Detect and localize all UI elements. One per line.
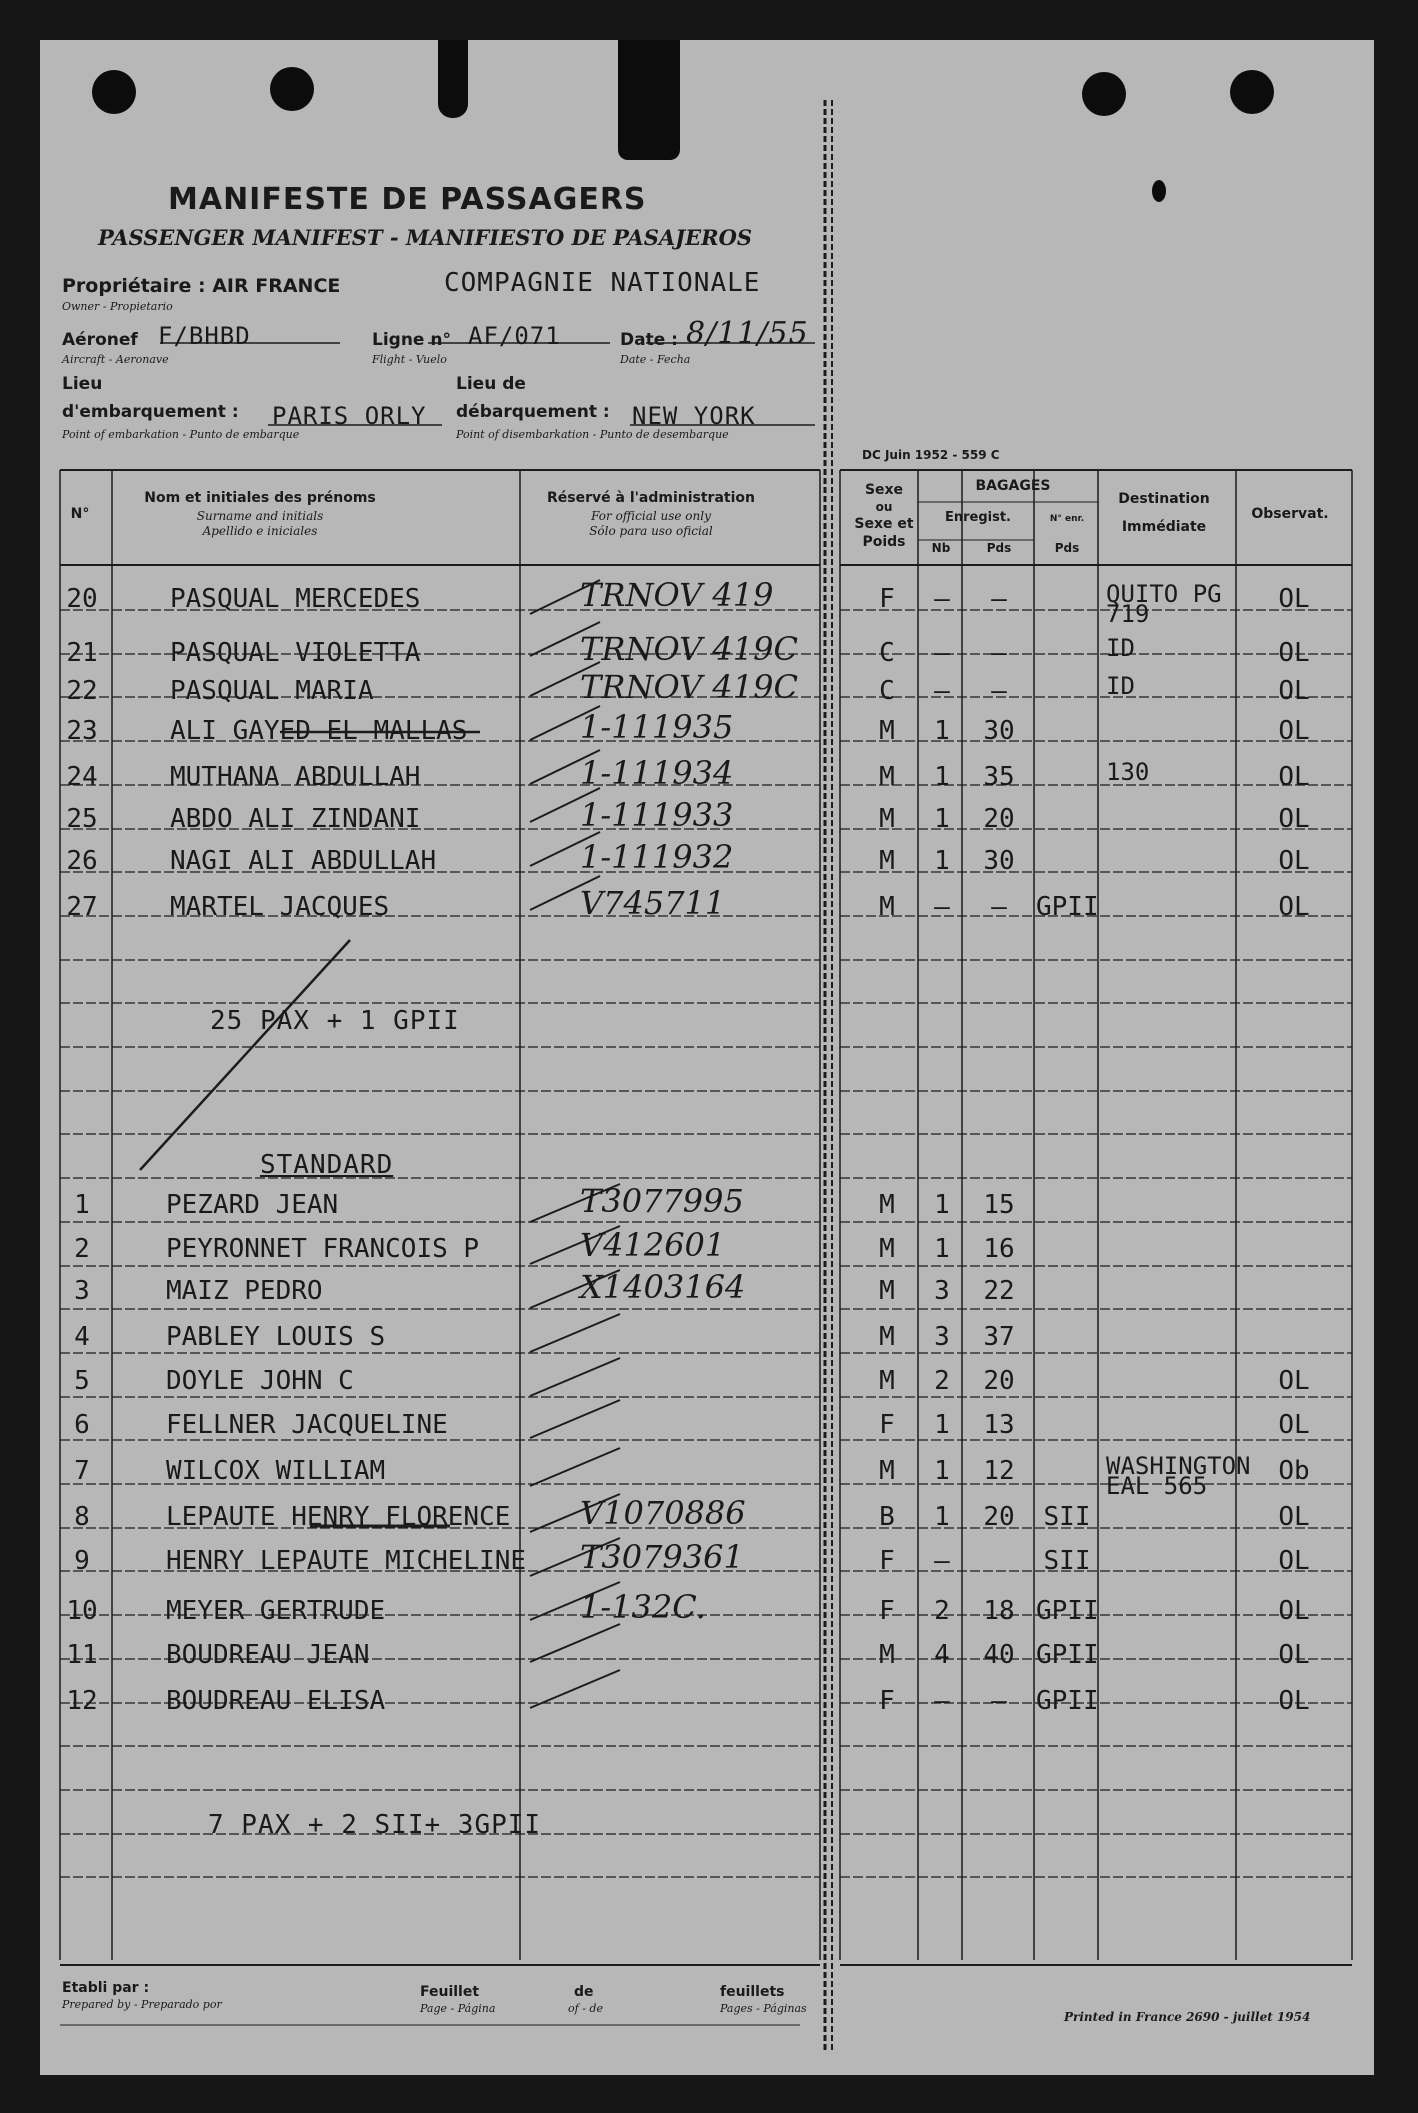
row-name: PABLEY LOUIS S: [166, 1322, 386, 1352]
col-header-sex: Sexe et: [854, 516, 914, 532]
col-header-sex: ou: [875, 500, 893, 514]
prepared-by-translation: Prepared by - Preparado por: [62, 1998, 222, 2011]
row-pds: 13: [983, 1410, 1015, 1440]
sheet-translation: Page - Página: [420, 2002, 496, 2015]
tick-mark: [530, 1624, 620, 1662]
owner-value: COMPAGNIE NATIONALE: [444, 268, 761, 298]
flight-translation: Flight - Vuelo: [372, 353, 447, 366]
row-nb: 3: [934, 1322, 950, 1352]
row-obs: OL: [1278, 846, 1310, 876]
row-no: 21: [66, 638, 98, 668]
row-nb: 1: [934, 1190, 950, 1220]
row-pds: –: [991, 676, 1007, 706]
row-name: MARTEL JACQUES: [170, 892, 390, 922]
row-pds: 12: [983, 1456, 1015, 1486]
col-header-bagages: BAGAGES: [975, 478, 1051, 494]
row-nb: 2: [934, 1366, 950, 1396]
row-nb: 1: [934, 1456, 950, 1486]
row-no: 3: [74, 1276, 90, 1306]
row-nb: –: [934, 584, 950, 614]
row-no: 22: [66, 676, 98, 706]
sheets-translation: Pages - Páginas: [720, 2002, 807, 2015]
date-label: Date :: [620, 330, 678, 350]
row-no: 10: [66, 1596, 98, 1626]
row-admin: V745711: [580, 884, 726, 922]
row-no: 11: [66, 1640, 98, 1670]
page-title: MANIFESTE DE PASSAGERS: [168, 182, 647, 217]
row-pds: –: [991, 1686, 1007, 1716]
row-sex: F: [879, 1410, 895, 1440]
row-pds: 40: [983, 1640, 1015, 1670]
manifest-sheet: [40, 40, 1374, 2075]
row-admin: V412601: [580, 1226, 726, 1264]
row-name: PEYRONNET FRANCOIS P: [166, 1234, 480, 1264]
row-admin: T3077995: [580, 1182, 744, 1220]
col-header-destination: Destination: [1118, 491, 1210, 507]
disembark-label-line2: débarquement :: [456, 402, 610, 422]
tick-mark: [530, 1670, 620, 1708]
row-nb: –: [934, 676, 950, 706]
row-obs: OL: [1278, 1546, 1310, 1576]
embark-label-line1: Lieu: [62, 374, 103, 394]
row-admin: T3079361: [580, 1538, 744, 1576]
row-sex: M: [879, 1366, 895, 1396]
form-code: DC Juin 1952 - 559 C: [862, 448, 1000, 462]
row-pds: 30: [983, 716, 1015, 746]
row-sex: M: [879, 1456, 895, 1486]
row-sex: C: [879, 676, 895, 706]
row-pds: 22: [983, 1276, 1015, 1306]
row-sex: B: [879, 1502, 895, 1532]
row-obs: OL: [1278, 1366, 1310, 1396]
row-no: 25: [66, 804, 98, 834]
disembark-value: NEW YORK: [632, 402, 756, 430]
aircraft-value: F/BHBD: [158, 322, 251, 350]
section-label-standard: STANDARD: [260, 1150, 394, 1180]
col-header-sex: Sexe: [864, 482, 904, 498]
row-obs: Ob: [1278, 1456, 1310, 1486]
row-nb: 1: [934, 1410, 950, 1440]
row-pds: –: [991, 638, 1007, 668]
row-name: HENRY LEPAUTE MICHELINE: [166, 1546, 527, 1576]
flight-label: Ligne n°: [372, 330, 451, 350]
row-pds: 35: [983, 762, 1015, 792]
aircraft-translation: Aircraft - Aeronave: [62, 353, 169, 366]
tick-mark: [530, 1400, 620, 1438]
tick-mark: [530, 1358, 620, 1396]
row-no: 5: [74, 1366, 90, 1396]
sheet-label: Feuillet: [420, 1984, 480, 2000]
row-sex: F: [879, 1546, 895, 1576]
row-pds: 30: [983, 846, 1015, 876]
row-sex: F: [879, 584, 895, 614]
tick-mark: [530, 1448, 620, 1486]
row-pds: 15: [983, 1190, 1015, 1220]
row-no: 2: [74, 1234, 90, 1264]
row-admin: X1403164: [580, 1268, 746, 1306]
col-header-sex: Poids: [862, 534, 906, 550]
row-name: BOUDREAU JEAN: [166, 1640, 370, 1670]
row-dest: ID: [1106, 634, 1135, 662]
row-obs: OL: [1278, 1410, 1310, 1440]
col-header-name-trans: Apellido e iniciales: [202, 524, 318, 538]
row-obs: OL: [1278, 716, 1310, 746]
row-obs: OL: [1278, 762, 1310, 792]
row-nb: 1: [934, 1502, 950, 1532]
sheets-label: feuillets: [720, 1984, 785, 2000]
row-ner: GPII: [1036, 1686, 1099, 1716]
row-no: 24: [66, 762, 98, 792]
tick-mark: [530, 1314, 620, 1352]
col-header-name: Nom et initiales des prénoms: [144, 490, 376, 506]
row-pds: 18: [983, 1596, 1015, 1626]
embark-label-line2: d'embarquement :: [62, 402, 239, 422]
row-no: 12: [66, 1686, 98, 1716]
row-name: WILCOX WILLIAM: [166, 1456, 386, 1486]
row-sex: M: [879, 1234, 895, 1264]
of-label: de: [574, 1984, 594, 2000]
printed-in-france: Printed in France 2690 - juillet 1954: [1064, 2010, 1311, 2024]
col-header-no: N°: [70, 506, 90, 522]
row-name: BOUDREAU ELISA: [166, 1686, 386, 1716]
date-value: 8/11/55: [686, 316, 809, 351]
row-name: MEYER GERTRUDE: [166, 1596, 386, 1626]
row-admin: 1-132C.: [580, 1588, 706, 1626]
row-dest: ID: [1106, 672, 1135, 700]
row-no: 6: [74, 1410, 90, 1440]
row-no: 20: [66, 584, 98, 614]
row-no: 23: [66, 716, 98, 746]
row-sex: M: [879, 762, 895, 792]
row-ner: SII: [1043, 1502, 1091, 1532]
row-name: NAGI ALI ABDULLAH: [170, 846, 437, 876]
row-no: 9: [74, 1546, 90, 1576]
row-admin: TRNOV 419: [580, 576, 774, 614]
row-pds: –: [991, 584, 1007, 614]
row-nb: –: [934, 892, 950, 922]
of-translation: of - de: [568, 2002, 603, 2015]
date-translation: Date - Fecha: [620, 353, 691, 366]
col-header-admin: Réservé à l'administration: [547, 490, 755, 506]
row-name: PEZARD JEAN: [166, 1190, 339, 1220]
row-obs: OL: [1278, 1502, 1310, 1532]
row-no: 8: [74, 1502, 90, 1532]
row-admin: 1-111934: [580, 754, 734, 792]
row-sex: F: [879, 1686, 895, 1716]
flight-value: AF/071: [468, 322, 561, 350]
subtotal-first-class: 25 PAX + 1 GPII: [210, 1006, 460, 1036]
row-name: PASQUAL MERCEDES: [170, 584, 421, 614]
row-no: 26: [66, 846, 98, 876]
row-obs: OL: [1278, 892, 1310, 922]
row-pds: 37: [983, 1322, 1015, 1352]
row-nb: 1: [934, 804, 950, 834]
col-header-nb: Nb: [931, 541, 951, 555]
row-sex: M: [879, 804, 895, 834]
col-header-name-trans: Surname and initials: [196, 509, 324, 523]
row-nb: 1: [934, 716, 950, 746]
row-sex: M: [879, 1640, 895, 1670]
row-nb: 3: [934, 1276, 950, 1306]
row-sex: M: [879, 1276, 895, 1306]
row-obs: OL: [1278, 1686, 1310, 1716]
row-nb: 2: [934, 1596, 950, 1626]
col-header-admin-trans: Sólo para uso oficial: [589, 524, 713, 538]
strike-diagonal: [140, 940, 350, 1170]
row-sex: M: [879, 716, 895, 746]
row-dest: WASHINGTON EAL 565: [1106, 1452, 1251, 1500]
row-nb: 4: [934, 1640, 950, 1670]
row-pds: 16: [983, 1234, 1015, 1264]
row-nb: 1: [934, 846, 950, 876]
col-header-pds: Pds: [986, 541, 1012, 555]
row-nb: 1: [934, 1234, 950, 1264]
col-header-destination: Immédiate: [1121, 519, 1207, 535]
row-admin: 1-111935: [580, 708, 734, 746]
col-header-admin-trans: For official use only: [591, 509, 711, 523]
row-sex: C: [879, 638, 895, 668]
row-name: FELLNER JACQUELINE: [166, 1410, 448, 1440]
row-sex: M: [879, 1190, 895, 1220]
row-admin: 1-111932: [580, 838, 734, 876]
row-no: 7: [74, 1456, 90, 1486]
subtotal-standard: 7 PAX + 2 SII+ 3GPII: [208, 1810, 542, 1840]
row-nb: –: [934, 1546, 950, 1576]
row-ner: GPII: [1036, 1596, 1099, 1626]
row-sex: M: [879, 1322, 895, 1352]
row-sex: M: [879, 892, 895, 922]
page-subtitle: PASSENGER MANIFEST - MANIFIESTO DE PASAJEROS: [98, 225, 753, 250]
row-no: 4: [74, 1322, 90, 1352]
row-dest: 130: [1106, 758, 1150, 786]
row-admin: V1070886: [580, 1494, 746, 1532]
owner-translation: Owner - Propietario: [62, 300, 173, 313]
prepared-by-label: Etabli par :: [62, 1980, 150, 1996]
row-no: 1: [74, 1190, 90, 1220]
row-name: ABDO ALI ZINDANI: [170, 804, 421, 834]
row-ner: SII: [1043, 1546, 1091, 1576]
disembark-translation: Point of disembarkation - Punto de desembarque: [456, 428, 729, 441]
row-obs: OL: [1278, 1640, 1310, 1670]
row-nb: –: [934, 638, 950, 668]
row-obs: OL: [1278, 676, 1310, 706]
aircraft-label: Aéronef: [62, 330, 138, 350]
row-no: 27: [66, 892, 98, 922]
row-admin: TRNOV 419C: [580, 630, 798, 668]
row-ner: GPII: [1036, 892, 1099, 922]
row-dest: QUITO PG 719: [1106, 580, 1222, 628]
col-header-observations: Observat.: [1251, 506, 1329, 522]
row-ner: GPII: [1036, 1640, 1099, 1670]
row-nb: –: [934, 1686, 950, 1716]
row-nb: 1: [934, 762, 950, 792]
row-obs: OL: [1278, 638, 1310, 668]
row-name: DOYLE JOHN C: [166, 1366, 354, 1396]
disembark-label-line1: Lieu de: [456, 374, 526, 394]
col-header-ner: N° enr.: [1049, 514, 1085, 524]
row-pds: 20: [983, 804, 1015, 834]
row-obs: OL: [1278, 804, 1310, 834]
col-header-pds2: Pds: [1054, 541, 1080, 555]
row-pds: 20: [983, 1366, 1015, 1396]
row-name: ALI GAYED EL MALLAS: [170, 716, 468, 746]
row-name: MAIZ PEDRO: [166, 1276, 323, 1306]
embark-value: PARIS ORLY: [272, 402, 427, 430]
row-sex: F: [879, 1596, 895, 1626]
row-name: PASQUAL VIOLETTA: [170, 638, 421, 668]
row-sex: M: [879, 846, 895, 876]
row-admin: 1-111933: [580, 796, 734, 834]
row-obs: OL: [1278, 584, 1310, 614]
embark-translation: Point of embarkation - Punto de embarque: [62, 428, 300, 441]
row-obs: OL: [1278, 1596, 1310, 1626]
row-pds: 20: [983, 1502, 1015, 1532]
row-admin: TRNOV 419C: [580, 668, 798, 706]
owner-label: Propriétaire : AIR FRANCE: [62, 275, 341, 297]
row-name: LEPAUTE HENRY FLORENCE: [166, 1502, 511, 1532]
row-name: PASQUAL MARIA: [170, 676, 374, 706]
row-pds: –: [991, 892, 1007, 922]
col-header-enreg: Enregist.: [944, 510, 1011, 525]
row-name: MUTHANA ABDULLAH: [170, 762, 421, 792]
